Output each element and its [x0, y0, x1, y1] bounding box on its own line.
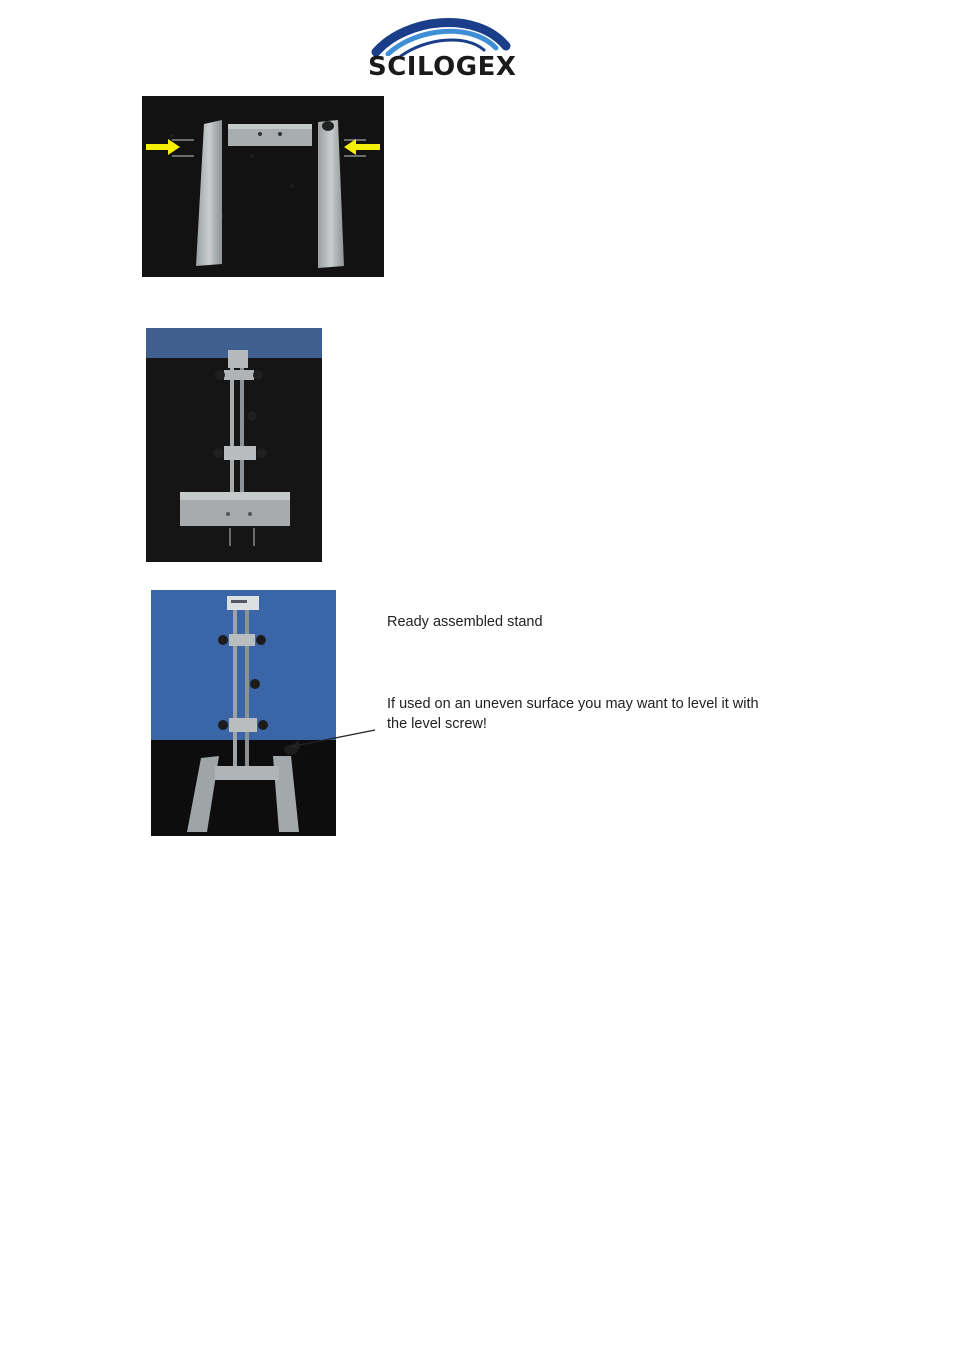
stand-parts-photo [142, 96, 384, 277]
logo-wordmark: SCILOGEX [368, 52, 517, 82]
caption-ready-assembled: Ready assembled stand [387, 614, 543, 630]
stand-base-assembly-photo [146, 328, 322, 562]
pointer-arrow-icon [285, 722, 377, 752]
scilogex-swoosh-icon [366, 16, 526, 56]
assembled-stand-photo [151, 590, 336, 836]
caption-level-screw: If used on an uneven surface you may want to level it with the level screw! [387, 696, 759, 732]
scilogex-logo [366, 16, 526, 84]
